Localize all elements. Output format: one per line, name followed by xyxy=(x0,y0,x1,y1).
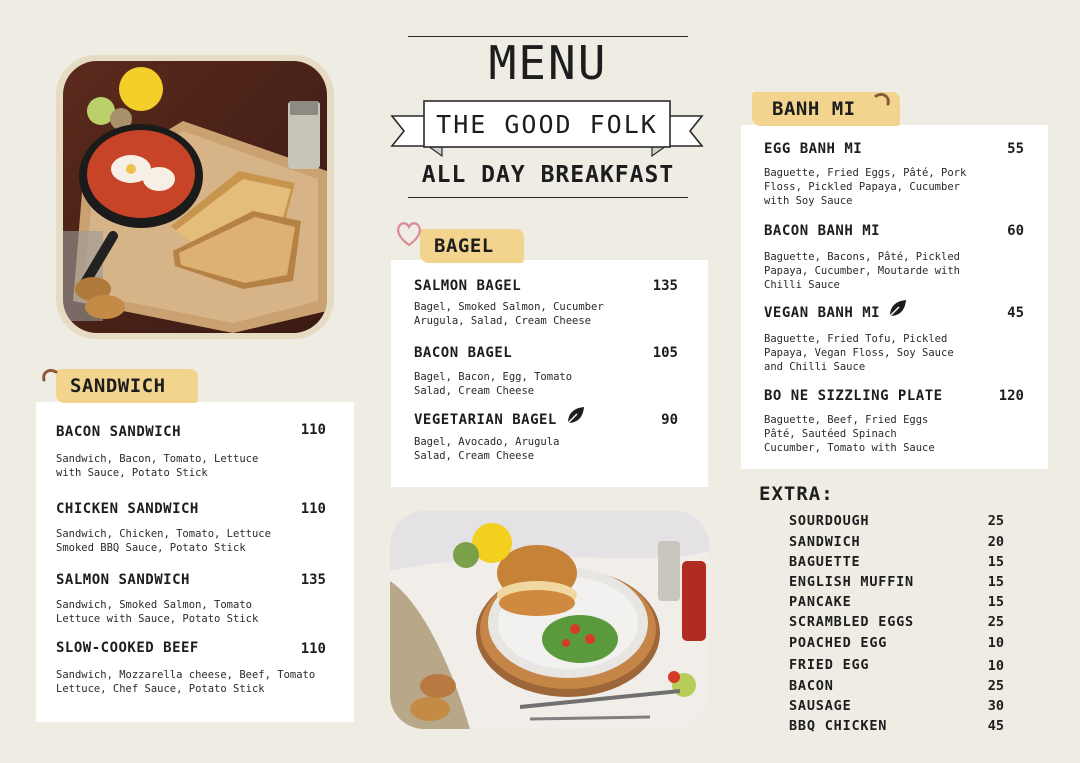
menu-item-name: EGG BANH MI xyxy=(764,141,863,157)
extra-item-name: SANDWICH xyxy=(789,534,861,550)
extra-item-price: 10 xyxy=(987,635,1004,651)
menu-item-price: 105 xyxy=(652,345,678,361)
menu-item-price: 60 xyxy=(1007,223,1024,239)
extra-item-price: 25 xyxy=(987,614,1004,630)
extra-item-price: 15 xyxy=(987,594,1004,610)
menu-item-name: SALMON SANDWICH xyxy=(56,572,190,588)
menu-item-desc: Floss, Pickled Papaya, Cucumber xyxy=(764,181,960,193)
extra-item-price: 45 xyxy=(987,718,1004,734)
extra-item-price: 25 xyxy=(987,678,1004,694)
subtitle: ALL DAY BREAKFAST xyxy=(421,162,675,188)
extra-item-price: 15 xyxy=(987,574,1004,590)
extra-item-name: PANCAKE xyxy=(789,594,852,610)
extra-heading: EXTRA: xyxy=(759,483,834,505)
menu-item-name: BO NE SIZZLING PLATE xyxy=(764,388,943,404)
breakfast-photo xyxy=(63,61,327,333)
extra-item-name: SOURDOUGH xyxy=(789,513,870,529)
menu-item-desc: with Soy Sauce xyxy=(764,195,853,207)
extra-item-name: POACHED EGG xyxy=(789,635,888,651)
menu-item-desc: Papaya, Vegan Floss, Soy Sauce xyxy=(764,347,954,359)
menu-item-desc: Baguette, Bacons, Pâté, Pickled xyxy=(764,251,960,263)
menu-item-name: CHICKEN SANDWICH xyxy=(56,501,199,517)
menu-item-desc: Smoked BBQ Sauce, Potato Stick xyxy=(56,542,246,554)
menu-item-name: VEGAN BANH MI xyxy=(764,305,881,321)
bagel-photo xyxy=(390,511,709,729)
extra-item-price: 25 xyxy=(987,513,1004,529)
menu-item-desc: Lettuce, Chef Sauce, Potato Stick xyxy=(56,683,265,695)
heart-icon xyxy=(394,219,424,249)
sandwich-tag: SANDWICH xyxy=(56,369,198,403)
menu-item-desc: Chilli Sauce xyxy=(764,279,840,291)
menu-item-price: 110 xyxy=(300,501,326,517)
page-title: MENU xyxy=(488,36,608,90)
menu-item-name: BACON SANDWICH xyxy=(56,424,182,440)
menu-item-desc: Pâté, Sautéed Spinach xyxy=(764,428,897,440)
menu-item-desc: Baguette, Beef, Fried Eggs xyxy=(764,414,929,426)
menu-item-desc: Salad, Cream Cheese xyxy=(414,385,535,397)
extra-item-price: 30 xyxy=(987,698,1004,714)
menu-item-price: 110 xyxy=(300,422,326,438)
extra-item-price: 10 xyxy=(987,658,1004,674)
extra-item-name: BBQ CHICKEN xyxy=(789,718,888,734)
menu-item-desc: Salad, Cream Cheese xyxy=(414,450,535,462)
leaf-icon xyxy=(886,298,908,320)
extra-item-name: FRIED EGG xyxy=(789,657,870,673)
menu-item-desc: Bagel, Avocado, Arugula xyxy=(414,436,560,448)
menu-item-name: VEGETARIAN BAGEL xyxy=(414,412,557,428)
menu-item-desc: Baguette, Fried Tofu, Pickled xyxy=(764,333,948,345)
menu-item-desc: Cucumber, Tomato with Sauce xyxy=(764,442,935,454)
extra-item-name: SCRAMBLED EGGS xyxy=(789,614,914,630)
menu-item-price: 135 xyxy=(652,278,678,294)
menu-item-desc: Bagel, Smoked Salmon, Cucumber xyxy=(414,301,604,313)
menu-item-price: 110 xyxy=(300,641,326,657)
menu-item-desc: Sandwich, Chicken, Tomato, Lettuce xyxy=(56,528,271,540)
menu-item-desc: Sandwich, Smoked Salmon, Tomato xyxy=(56,599,252,611)
menu-item-desc: Bagel, Bacon, Egg, Tomato xyxy=(414,371,573,383)
menu-item-desc: with Sauce, Potato Stick xyxy=(56,467,208,479)
menu-item-name: SALMON BAGEL xyxy=(414,278,522,294)
banhmi-tag: BANH MI xyxy=(752,92,900,126)
menu-item-name: BACON BANH MI xyxy=(764,223,881,239)
menu-item-name: BACON BAGEL xyxy=(414,345,513,361)
extra-item-price: 20 xyxy=(987,534,1004,550)
hook-icon xyxy=(38,366,62,390)
extra-item-name: ENGLISH MUFFIN xyxy=(789,574,914,590)
menu-item-desc: Baguette, Fried Eggs, Pâté, Pork xyxy=(764,167,967,179)
menu-item-price: 120 xyxy=(998,388,1024,404)
menu-item-price: 135 xyxy=(300,572,326,588)
menu-item-price: 90 xyxy=(661,412,678,428)
brand-name: THE GOOD FOLK xyxy=(436,110,658,139)
extra-item-price: 15 xyxy=(987,554,1004,570)
hook-icon xyxy=(872,90,896,114)
extra-item-name: BACON xyxy=(789,678,834,694)
menu-item-price: 55 xyxy=(1007,141,1024,157)
extra-item-name: BAGUETTE xyxy=(789,554,861,570)
bagel-tag: BAGEL xyxy=(420,229,524,263)
title-rule-bottom xyxy=(408,197,688,198)
leaf-icon xyxy=(564,405,586,427)
menu-item-desc: Papaya, Cucumber, Moutarde with xyxy=(764,265,960,277)
menu-item-desc: Sandwich, Bacon, Tomato, Lettuce xyxy=(56,453,259,465)
extra-item-name: SAUSAGE xyxy=(789,698,852,714)
menu-item-desc: and Chilli Sauce xyxy=(764,361,866,373)
menu-item-price: 45 xyxy=(1007,305,1024,321)
menu-item-desc: Sandwich, Mozzarella cheese, Beef, Tomato xyxy=(56,669,316,681)
menu-item-desc: Lettuce with Sauce, Potato Stick xyxy=(56,613,259,625)
menu-item-desc: Arugula, Salad, Cream Cheese xyxy=(414,315,592,327)
menu-item-name: SLOW-COOKED BEEF xyxy=(56,640,199,656)
